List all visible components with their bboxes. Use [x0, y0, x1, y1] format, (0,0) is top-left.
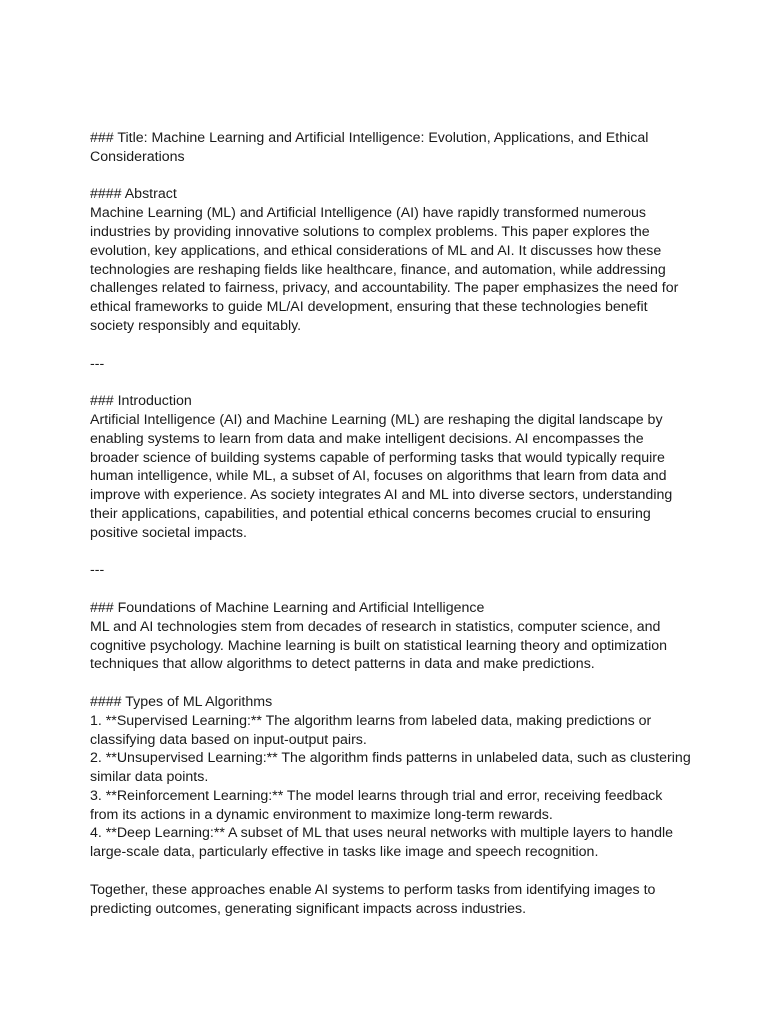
paragraph-line: predicting outcomes, generating significant impacts across industries.	[90, 900, 527, 917]
paragraph-line: Machine Learning (ML) and Artificial Intelligence (AI) have rapidly transformed numerous	[90, 205, 646, 222]
document-page	[90, 129, 690, 918]
list-item-line: 4. **Deep Learning:** A subset of ML that uses neural networks with multiple layers to handle	[90, 825, 674, 842]
conclusion-paragraph	[90, 881, 690, 919]
ml-types-section	[90, 693, 690, 862]
paragraph-line: industries by providing innovative solutions to complex problems. This paper explores the	[90, 223, 650, 240]
introduction-section	[90, 392, 690, 542]
paragraph-line: technologies are reshaping fields like healthcare, finance, and automation, while addressing	[90, 261, 666, 278]
abstract-section	[90, 185, 690, 335]
foundations-heading: ### Foundations of Machine Learning and Artificial Intelligence	[90, 599, 485, 616]
title-line: Considerations	[90, 148, 185, 165]
list-item-line: classifying data based on input-output pairs.	[90, 731, 367, 748]
blank-line	[90, 674, 690, 693]
list-item-line: 2. **Unsupervised Learning:** The algorithm finds patterns in unlabeled data, such as clustering	[90, 750, 691, 767]
paragraph-line: techniques that allow algorithms to detect patterns in data and make predictions.	[90, 656, 595, 673]
paragraph-line: ML and AI technologies stem from decades of research in statistics, computer science, and	[90, 618, 661, 635]
list-item-line: large-scale data, particularly effective in tasks like image and speech recognition.	[90, 844, 599, 861]
blank-line	[90, 336, 690, 355]
paragraph-line: broader science of building systems capable of performing tasks that would typically require	[90, 449, 665, 466]
introduction-heading: ### Introduction	[90, 393, 192, 410]
blank-line	[90, 167, 690, 186]
paragraph-line: ethical frameworks to guide ML/AI development, ensuring that these technologies benefit	[90, 299, 648, 316]
list-item-line: similar data points.	[90, 769, 209, 786]
list-item-line: 1. **Supervised Learning:** The algorithm learns from labeled data, making predictions or	[90, 712, 652, 729]
blank-line	[90, 862, 690, 881]
title-line: ### Title: Machine Learning and Artificial Intelligence: Evolution, Applications, and Ethical	[90, 130, 649, 146]
paragraph-line: Artificial Intelligence (AI) and Machine Learning (ML) are reshaping the digital landscape by	[90, 411, 663, 428]
blank-line	[90, 373, 690, 392]
paragraph-line: evolution, key applications, and ethical considerations of ML and AI. It discusses how these	[90, 242, 662, 259]
blank-line	[90, 543, 690, 562]
paragraph-line: Together, these approaches enable AI systems to perform tasks from identifying images to	[90, 881, 656, 898]
paragraph-line: positive societal impacts.	[90, 524, 247, 541]
list-item-line: 3. **Reinforcement Learning:** The model learns through trial and error, receiving feedback	[90, 787, 663, 804]
paragraph-line: challenges related to fairness, privacy, and accountability. The paper emphasizes the need for	[90, 280, 679, 297]
abstract-heading: #### Abstract	[90, 186, 177, 203]
paragraph-line: human intelligence, while ML, a subset of AI, focuses on algorithms that learn from data and	[90, 468, 667, 485]
paragraph-line: society responsibly and equitably.	[90, 317, 302, 334]
list-item-line: from its actions in a dynamic environment to maximize long-term rewards.	[90, 806, 553, 823]
separator: ---	[90, 355, 105, 372]
ml-types-heading: #### Types of ML Algorithms	[90, 693, 273, 710]
document-title	[90, 129, 690, 167]
paragraph-line: improve with experience. As society integrates AI and ML into diverse sectors, understanding	[90, 487, 673, 504]
paragraph-line: enabling systems to learn from data and make intelligent decisions. AI encompasses the	[90, 430, 644, 447]
separator: ---	[90, 562, 105, 579]
blank-line	[90, 580, 690, 599]
foundations-section	[90, 599, 690, 674]
paragraph-line: cognitive psychology. Machine learning is built on statistical learning theory and optimization	[90, 637, 668, 654]
paragraph-line: their applications, capabilities, and potential ethical concerns becomes crucial to ensuring	[90, 505, 651, 522]
